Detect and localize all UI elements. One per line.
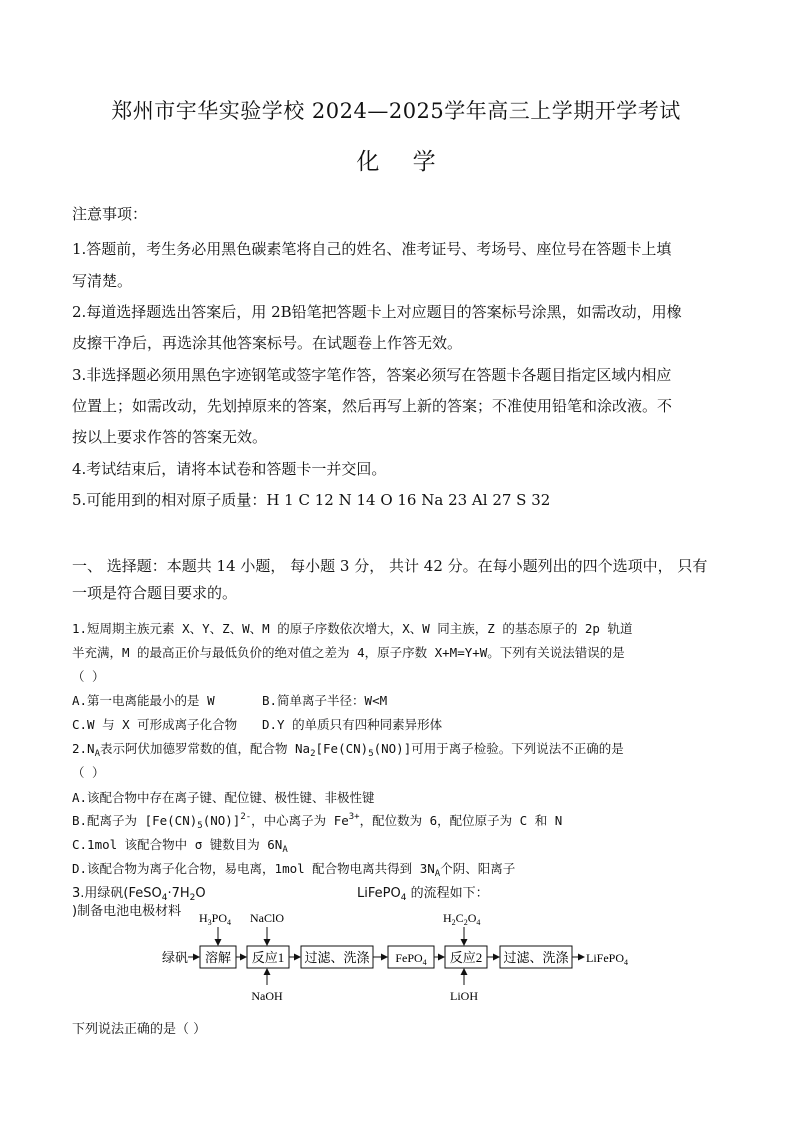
flow-diagram bbox=[150, 905, 650, 1005]
q3-stem-line-2: )制备电池电极材料 bbox=[72, 904, 182, 919]
q3-product: LiFePO bbox=[357, 886, 401, 901]
q1-option-a: A.第一电离能最小的是 W bbox=[72, 693, 215, 708]
q2-option-c-part: C.1mol 该配合物中 σ 键数目为 6N bbox=[72, 837, 283, 852]
notice-line-9: 5.可能用到的相对原子质量：H 1 C 12 N 14 O 16 Na 23 Al 27 S 32 bbox=[72, 491, 551, 509]
q2-option-b-part: ，配位数为 6，配位原子为 C 和 N bbox=[359, 813, 563, 828]
box-filter-wash-1-label: 过滤、洗涤 bbox=[304, 950, 370, 965]
q2-option-a: A.该配合物中存在离子键、配位键、极性键、非极性键 bbox=[72, 790, 375, 805]
section-heading-line-2: 一项是符合题目要求的。 bbox=[72, 584, 238, 602]
q2-stem bbox=[72, 739, 624, 759]
q1-answer-paren: （ ） bbox=[72, 669, 105, 684]
q2-option-b-part: ，中心离子为 Fe bbox=[251, 813, 349, 828]
q1-option-d: D.Y 的单质只有四种同素异形体 bbox=[262, 717, 443, 732]
q2-option-d-sub: A bbox=[434, 869, 441, 879]
notice-line-5: 3.非选择题必须用黑色字迹钢笔或签字笔作答，答案必须写在答题卡各题目指定区域内相应 bbox=[72, 366, 672, 384]
q2-stem-part: (NO)]可用于离子检验。下列说法不正确的是 bbox=[373, 741, 624, 756]
exam-title: 郑州市宇华实验学校 2024—2025学年高三上学期开学考试 bbox=[111, 99, 681, 123]
flow-end-label: LiFePO$_4$ bbox=[586, 951, 629, 967]
q2-stem-sub: 5 bbox=[368, 749, 374, 759]
subject-title: 化 学 bbox=[356, 149, 436, 175]
q3-formula-sub: 2 bbox=[189, 893, 196, 903]
q2-answer-paren: （ ） bbox=[72, 765, 105, 780]
box-fepo4-label: FePO$_4$ bbox=[395, 951, 427, 967]
q3-stem-product bbox=[357, 882, 489, 903]
q2-option-d-part: 个阴、阳离子 bbox=[440, 861, 516, 876]
q3-question: 下列说法正确的是（ ） bbox=[72, 1022, 207, 1037]
q3-formula: FeSO bbox=[128, 886, 162, 901]
notice-line-7: 按以上要求作答的答案无效。 bbox=[72, 428, 268, 446]
flow-start-label: 绿矾 bbox=[162, 950, 189, 965]
box-reaction-2-label: 反应2 bbox=[449, 950, 483, 965]
q2-stem-part: 表示阿伏加德罗常数的值，配合物 Na bbox=[100, 741, 311, 756]
q2-option-b-sup: 2- bbox=[240, 812, 252, 822]
notice-line-6: 位置上；如需改动，先划掉原来的答案，然后再写上新的答案；不准使用铅笔和涂改液。不 bbox=[72, 397, 673, 415]
q2-option-d-part: D.该配合物为离子化合物，易电离，1mol 配合物电离共得到 3N bbox=[72, 861, 435, 876]
q1-option-c: C.W 与 X 可形成离子化合物 bbox=[72, 717, 238, 732]
q1-option-b: B.简单离子半径：W<M bbox=[262, 693, 388, 708]
q2-option-b-part: B.配离子为 [Fe(CN) bbox=[72, 813, 198, 828]
q2-option-b bbox=[72, 811, 562, 831]
q3-stem-tail: 的流程如下： bbox=[410, 886, 489, 901]
q3-product-sub: 4 bbox=[400, 893, 407, 903]
q2-option-c bbox=[72, 835, 288, 855]
q2-stem-part: 2.N bbox=[72, 741, 95, 756]
q2-option-d bbox=[72, 859, 515, 879]
q2-stem-part: [Fe(CN) bbox=[315, 741, 369, 756]
notice-line-2: 写清楚。 bbox=[72, 272, 133, 290]
q2-option-b-part: (NO)] bbox=[202, 813, 241, 828]
reagent-lioh: LiOH bbox=[450, 989, 478, 1003]
section-heading-line-1: 一、 选择题：本题共 14 小题， 每小题 3 分， 共计 42 分。在每小题列出的四个选项中， 只有 bbox=[72, 557, 708, 575]
q3-formula: ·7H bbox=[167, 886, 190, 901]
notice-heading: 注意事项： bbox=[72, 205, 148, 223]
reagent-naclo: NaClO bbox=[250, 911, 284, 925]
q3-formula: O bbox=[195, 886, 206, 901]
q2-option-b-sup: 3+ bbox=[348, 812, 360, 822]
reagent-naoh: NaOH bbox=[251, 989, 283, 1003]
q1-stem-line-2: 半充满，M 的最高正价与最低负价的绝对值之差为 4，原子序数 X+M=Y+W。下列有关说法错误的是 bbox=[72, 645, 625, 660]
q2-option-b-sub: 5 bbox=[197, 821, 203, 831]
q2-stem-sub: A bbox=[94, 749, 100, 759]
notice-line-4: 皮擦干净后，再选涂其他答案标号。在试题卷上作答无效。 bbox=[72, 334, 463, 352]
notice-line-1: 1.答题前，考生务必用黑色碳素笔将自己的姓名、准考证号、考场号、座位号在答题卡上填 bbox=[72, 240, 672, 258]
q2-option-c-sub: A bbox=[282, 845, 288, 855]
notice-line-8: 4.考试结束后，请将本试卷和答题卡一并交回。 bbox=[72, 460, 387, 478]
box-filter-wash-2-label: 过滤、洗涤 bbox=[503, 950, 569, 965]
notice-line-3: 2.每道选择题选出答案后，用 2B铅笔把答题卡上对应题目的答案标号涂黑，如需改动，用橡 bbox=[72, 303, 682, 321]
box-dissolve-label: 溶解 bbox=[204, 950, 232, 965]
q1-stem-line-1: 1.短周期主族元素 X、Y、Z、W、M 的原子序数依次增大，X、W 同主族，Z 的基态原子的 2p 轨道 bbox=[72, 621, 633, 636]
box-reaction-1-label: 反应1 bbox=[251, 950, 285, 965]
reagent-h2c2o4: $H_2C_2O_4$ bbox=[443, 911, 481, 927]
q3-stem-part: 3.用绿矾( bbox=[72, 886, 129, 901]
q2-stem-sub: 2 bbox=[310, 749, 316, 759]
q3-formula-sub: 4 bbox=[161, 893, 168, 903]
reagent-h3po4: $H_3PO_4$ bbox=[199, 911, 232, 927]
